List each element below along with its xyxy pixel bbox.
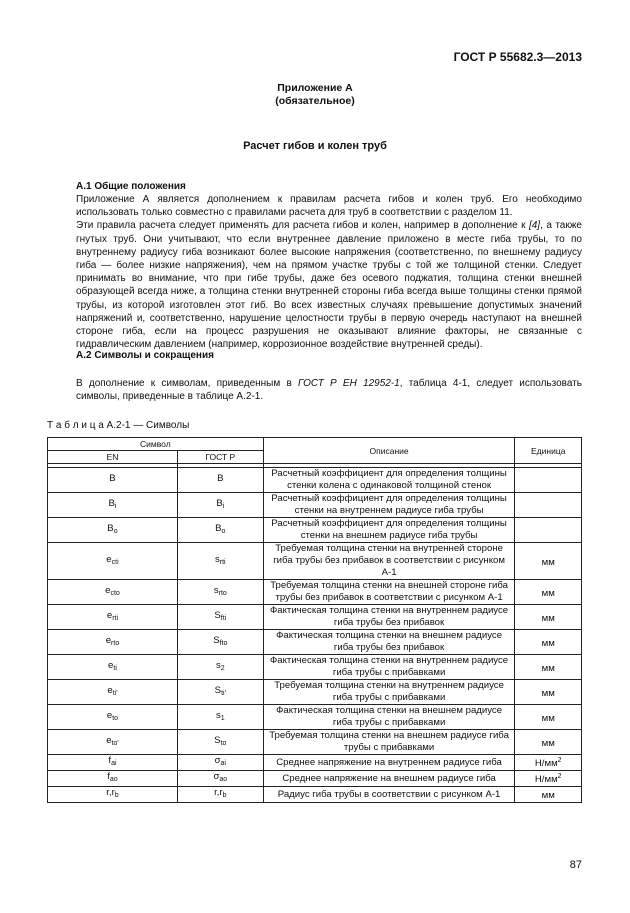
cell-en-symbol-subscript: to xyxy=(112,714,119,722)
cell-en-symbol-text: e xyxy=(106,609,113,621)
annex-heading xyxy=(0,82,630,108)
cell-gost-symbol-text: r,r xyxy=(214,787,223,798)
table-row xyxy=(48,630,582,655)
cell-en-symbol-subscript: to' xyxy=(111,739,119,747)
table-row xyxy=(48,468,582,493)
table-row xyxy=(48,680,582,705)
cell-en-symbol-subscript: rti xyxy=(112,614,119,622)
cell-unit xyxy=(515,655,582,680)
cell-gost-symbol-subscript: to xyxy=(220,739,227,747)
annex-status: (обязательное) xyxy=(275,95,355,107)
cell-en-symbol-subscript: ti' xyxy=(112,689,118,697)
section-a2-body xyxy=(76,377,582,403)
cell-unit xyxy=(515,680,582,705)
cell-description-text: Требуемая толщина стенки на внутренней стороне гиба трубы без прибавок в соответствии с рисунком А-1 xyxy=(273,543,505,578)
cell-unit xyxy=(515,518,582,543)
cell-gost-symbol xyxy=(177,630,263,655)
cell-gost-symbol xyxy=(177,771,263,787)
cell-en-symbol-subscript: ao xyxy=(109,776,118,783)
cell-en-symbol-subscript: i xyxy=(114,502,117,510)
cell-description xyxy=(263,755,515,771)
symbols-table xyxy=(47,437,582,803)
cell-gost-symbol xyxy=(177,787,263,803)
section-a2-p1-end: , таблица 4-1, следует использовать символы, приведенные в таблице А.2-1. xyxy=(76,378,583,403)
cell-unit-superscript: 2 xyxy=(557,757,562,764)
cell-gost-symbol xyxy=(177,543,263,580)
cell-unit-text: Н/мм xyxy=(534,774,558,785)
cell-en-symbol-subscript: o xyxy=(113,527,118,535)
cell-description-text: Среднее напряжение на внутреннем радиусе гиба xyxy=(276,756,502,768)
cell-description xyxy=(263,705,515,730)
cell-gost-symbol-text: σ xyxy=(214,755,221,766)
cell-gost-symbol-subscript: i xyxy=(222,502,225,510)
cell-gost-symbol-text: B xyxy=(216,497,223,509)
table-row xyxy=(48,580,582,605)
cell-unit xyxy=(515,787,582,803)
cell-en-symbol-subscript: ti xyxy=(113,664,117,672)
cell-en-symbol xyxy=(48,680,178,705)
cell-gost-symbol-text: S xyxy=(213,634,220,646)
cell-en-symbol xyxy=(48,605,178,630)
cell-gost-symbol-subscript: 1 xyxy=(220,714,225,722)
cell-gost-symbol-subscript: rti xyxy=(219,558,226,566)
section-a1-p2-end: , а также гнутых труб. Они учитывают, что если внутреннее давление приложено в месте гиба трубы, то по внутреннему радиусу гиба возникают более высокие напряжения (соответственно, по внешнему радиусу гиба — более низкие напряжения), чем на прямом участке трубы с той же толщиной стенки. Следует принимать во внимание, что при гибе трубы, даже без осевого поджатия, толщина стенки внешней образующей всегда ниже, а толщина стенки внутренней стороны гиба всегда выше толщины стенки прямой трубы, из которой изготовлен этот гиб. Во всех известных случаях превышение допустимых значений напряжений и, соответственно, нарушение целостности трубы в первую очередь наступают на внешней стороне гиба, если на процесс разрушения не оказывают влияние факторы, не связанные с гидравлическим давлением (например, коррозионное воздействие внутренней среды). xyxy=(76,220,582,351)
cell-gost-symbol xyxy=(177,655,263,680)
cell-description-text: Расчетный коэффициент для определения толщины стенки колена с одинаковой толщиной стенок xyxy=(271,468,507,491)
cell-description xyxy=(263,493,515,518)
cell-en-symbol-text: e xyxy=(106,553,112,565)
cell-gost-symbol-subscript: rto xyxy=(218,589,227,597)
cell-description-text: Фактическая толщина стенки на внешнем радиусе гиба трубы без прибавок xyxy=(276,630,503,653)
cell-description xyxy=(263,543,515,580)
table-row xyxy=(48,543,582,580)
cell-en-symbol xyxy=(48,468,178,493)
cell-en-symbol xyxy=(48,580,178,605)
page-number: 87 xyxy=(569,859,582,871)
cell-description xyxy=(263,680,515,705)
section-a2-p1-start: В дополнение к символам, приведенным в xyxy=(76,378,298,389)
cell-description-text: Среднее напряжение на внешнем радиусе гиба xyxy=(282,772,496,784)
cell-description-text: Фактическая толщина стенки на внутреннем радиусе гиба трубы с прибавками xyxy=(270,655,509,678)
cell-description-text: Требуемая толщина стенки на внешней стороне гиба трубы без прибавок в соответствии с рисунком А-1 xyxy=(270,580,508,603)
cell-unit xyxy=(515,605,582,630)
cell-unit-text: мм xyxy=(541,712,555,724)
table-row xyxy=(48,787,582,803)
cell-gost-symbol-subscript: ao xyxy=(219,776,228,783)
reference-link: [4] xyxy=(528,220,541,232)
cell-en-symbol xyxy=(48,755,178,771)
header-description: Описание xyxy=(263,438,515,464)
cell-en-symbol xyxy=(48,771,178,787)
cell-description-text: Фактическая толщина стенки на внешнем радиусе гиба трубы с прибавками xyxy=(276,705,503,728)
cell-gost-symbol-text: s xyxy=(214,553,220,565)
cell-en-symbol xyxy=(48,787,178,803)
cell-en-symbol xyxy=(48,730,178,755)
cell-description-text: Фактическая толщина стенки на внутреннем радиусе гиба трубы без прибавок xyxy=(270,605,509,628)
cell-en-symbol-text: B xyxy=(107,522,114,534)
cell-unit xyxy=(515,630,582,655)
cell-unit-superscript: 2 xyxy=(557,773,562,780)
cell-gost-symbol-text: σ xyxy=(213,771,220,782)
cell-gost-symbol xyxy=(177,518,263,543)
cell-description xyxy=(263,655,515,680)
standard-number: ГОСТ Р 55682.3—2013 xyxy=(453,50,582,64)
header-en: EN xyxy=(48,451,178,464)
cell-description-text: Требуемая толщина стенки на внутреннем радиусе гиба трубы с прибавками xyxy=(274,680,504,703)
cell-description xyxy=(263,605,515,630)
document-title: Расчет гибов и колен труб xyxy=(243,140,387,152)
cell-gost-symbol-subscript: ti' xyxy=(221,689,226,697)
cell-description-text: Расчетный коэффициент для определения толщины стенки на внутреннем радиусе гиба трубы xyxy=(271,493,507,516)
section-a1-body xyxy=(76,193,582,351)
cell-en-symbol-text: f xyxy=(107,771,110,782)
table-row xyxy=(48,493,582,518)
cell-gost-symbol-subscript: b xyxy=(222,792,227,799)
cell-unit-text: Н/мм xyxy=(534,758,558,769)
cell-en-symbol-text: r,r xyxy=(106,787,115,798)
cell-unit xyxy=(515,771,582,787)
cell-unit-text: мм xyxy=(541,737,555,749)
cell-gost-symbol xyxy=(177,468,263,493)
table-row xyxy=(48,655,582,680)
standard-reference: ГОСТ Р ЕН 12952-1 xyxy=(297,378,400,389)
section-a2-paragraph-1 xyxy=(76,377,582,403)
cell-en-symbol xyxy=(48,543,178,580)
cell-en-symbol xyxy=(48,630,178,655)
cell-en-symbol-text: B xyxy=(109,472,116,484)
cell-gost-symbol-text: B xyxy=(217,472,224,484)
cell-gost-symbol xyxy=(177,605,263,630)
cell-gost-symbol xyxy=(177,730,263,755)
cell-en-symbol-subscript: ai xyxy=(111,760,117,767)
cell-unit xyxy=(515,468,582,493)
section-a1-p2-start: Эти правила расчета следует применять для расчета гибов и колен, например в дополнение к xyxy=(76,220,529,232)
cell-gost-symbol-subscript: o xyxy=(221,527,226,535)
annex-title: Приложение А xyxy=(277,82,353,94)
cell-en-symbol-text: e xyxy=(105,584,111,596)
table-row xyxy=(48,705,582,730)
table-row xyxy=(48,771,582,787)
cell-description xyxy=(263,771,515,787)
cell-gost-symbol-text: s xyxy=(213,584,219,596)
cell-unit-text: мм xyxy=(541,637,555,649)
cell-en-symbol-text: e xyxy=(106,734,112,746)
cell-en-symbol xyxy=(48,655,178,680)
cell-description-text: Расчетный коэффициент для определения толщины стенки на внешнем радиусе гиба трубы xyxy=(271,518,507,541)
header-symbol: Символ xyxy=(48,438,264,451)
cell-gost-symbol-text: S xyxy=(214,684,222,696)
cell-en-symbol xyxy=(48,705,178,730)
cell-unit-text: мм xyxy=(541,612,555,624)
cell-unit xyxy=(515,543,582,580)
cell-unit-text: мм xyxy=(541,587,555,599)
cell-en-symbol xyxy=(48,518,178,543)
cell-unit-text: мм xyxy=(541,790,555,801)
cell-gost-symbol-subscript: 2 xyxy=(220,664,225,672)
cell-gost-symbol xyxy=(177,705,263,730)
cell-unit xyxy=(515,580,582,605)
cell-gost-symbol xyxy=(177,680,263,705)
cell-en-symbol-text: B xyxy=(108,497,115,509)
table-row xyxy=(48,730,582,755)
cell-gost-symbol-text: s xyxy=(215,709,221,721)
table-caption: Т а б л и ц а А.2-1 — Символы xyxy=(47,420,190,431)
cell-description xyxy=(263,468,515,493)
cell-description-text: Требуемая толщина стенки на внешнем радиусе гиба трубы с прибавками xyxy=(269,730,509,753)
table-row xyxy=(48,605,582,630)
cell-unit xyxy=(515,705,582,730)
table-row xyxy=(48,755,582,771)
cell-en-symbol-subscript: cto xyxy=(110,589,120,597)
cell-gost-symbol-subscript: fto xyxy=(219,639,228,647)
cell-en-symbol-text: e xyxy=(106,709,113,721)
cell-unit xyxy=(515,493,582,518)
cell-unit xyxy=(515,730,582,755)
cell-en-symbol-text: e xyxy=(108,659,114,671)
cell-gost-symbol-subscript: fti xyxy=(220,614,227,622)
header-unit: Единица xyxy=(515,438,582,464)
table-row xyxy=(48,518,582,543)
cell-gost-symbol xyxy=(177,580,263,605)
header-gost: ГОСТ Р xyxy=(177,451,263,464)
cell-unit-text: мм xyxy=(541,687,555,699)
cell-en-symbol xyxy=(48,493,178,518)
cell-description xyxy=(263,518,515,543)
cell-gost-symbol-subscript: ai xyxy=(220,760,226,767)
symbols-table-body xyxy=(48,468,582,803)
cell-en-symbol-text: e xyxy=(107,684,113,696)
cell-gost-symbol-text: S xyxy=(214,609,221,621)
section-a1-paragraph-1: Приложение А является дополнением к правилам расчета гибов и колен труб. Его необходимо использовать только совместно с правилами расчета для труб в соответствии с разделом 11. xyxy=(76,194,582,219)
cell-gost-symbol xyxy=(177,755,263,771)
cell-description xyxy=(263,730,515,755)
cell-description-text: Радиус гиба трубы в соответствии с рисунком А-1 xyxy=(277,788,501,800)
cell-en-symbol-text: e xyxy=(105,634,112,646)
cell-description xyxy=(263,787,515,803)
cell-gost-symbol-text: S xyxy=(214,734,221,746)
cell-gost-symbol-text: B xyxy=(215,522,222,534)
cell-unit xyxy=(515,755,582,771)
cell-en-symbol-subscript: cti xyxy=(111,558,119,566)
cell-en-symbol-subscript: b xyxy=(114,792,119,799)
section-a2-heading: А.2 Символы и сокращения xyxy=(76,350,214,361)
cell-description xyxy=(263,630,515,655)
cell-unit-text: мм xyxy=(541,556,555,568)
cell-unit-text: мм xyxy=(541,662,555,674)
cell-description xyxy=(263,580,515,605)
cell-gost-symbol xyxy=(177,493,263,518)
cell-gost-symbol-text: s xyxy=(215,659,221,671)
section-a1-heading: А.1 Общие положения xyxy=(76,181,186,192)
cell-en-symbol-text: f xyxy=(108,755,112,766)
cell-en-symbol-subscript: rto xyxy=(111,639,120,647)
section-a1-paragraph-2 xyxy=(76,219,582,351)
